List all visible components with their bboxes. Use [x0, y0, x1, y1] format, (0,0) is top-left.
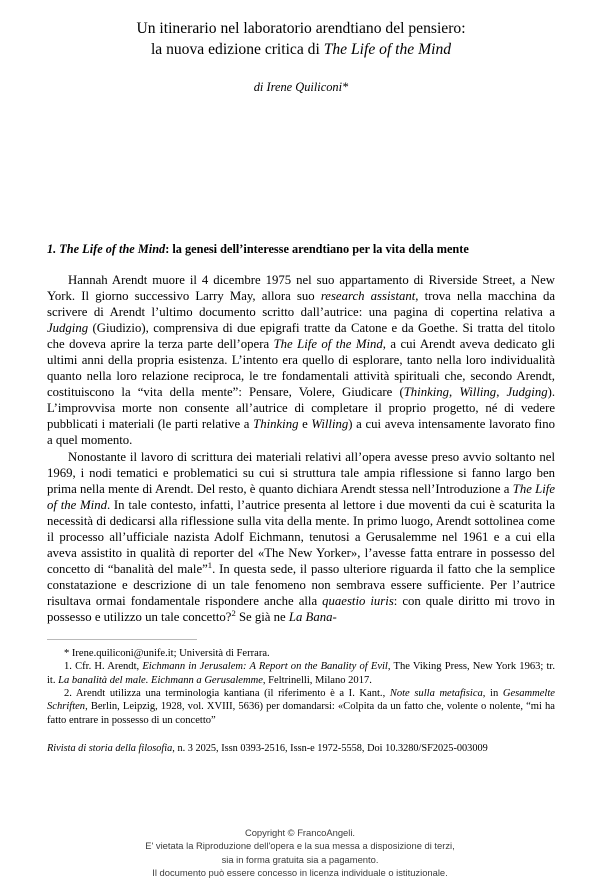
copyright-line-1: Copyright © FrancoAngeli. [244, 827, 356, 838]
section-number: 1. [47, 242, 60, 256]
copyright-footer [0, 826, 600, 880]
article-title-line-2 [47, 39, 555, 60]
journal-citation-line [47, 742, 555, 755]
section-heading [47, 241, 555, 257]
journal-details: , n. 3 2025, Issn 0393-2516, Issn-e 1972-5558, Doi 10.3280/SF2025-003009 [172, 742, 488, 754]
body-text [47, 272, 555, 625]
footnote-2: 2. Arendt utilizza una terminologia kantiana (il riferimento è a I. Kant., Note sulla metafisica, in Gesammelte Schriften, Berlin, Leipzig, 1928, vol. XVIII, 5636) per domandarsi: «Colpita da un fatto che, volente o nolente, “mi ha fatto entrare in possesso di un concetto” [47, 687, 555, 726]
article-title-line-1: Un itinerario nel laboratorio arendtiano del pensiero: [136, 20, 466, 37]
section-heading-rest: : la genesi dell’interesse arendtiano per la vita della mente [165, 242, 469, 256]
footnote-star: * Irene.quiliconi@unife.it; Università di Ferrara. [64, 648, 270, 660]
article-title-line-2-prefix: la nuova edizione critica di [150, 41, 324, 58]
copyright-line-4: Il documento può essere concesso in licenza individuale o istituzionale. [152, 867, 448, 879]
article-title-work: The Life of the Mind [323, 41, 452, 58]
journal-title: Rivista di storia della filosofia [47, 742, 173, 754]
paragraph: Nonostante il lavoro di scrittura dei materiali relativi all’opera avesse preso avvio soltanto nel 1969, i nodi tematici e problematici su cui si struttura tale ampia riflessione si fanno largo ben prima nella mente di Arendt. Del resto, è quanto dichiara Arendt stessa nell’Introduzione a The Life of the Mind. In tale contesto, infatti, l’autrice presenta al lettore i due moventi da cui è scaturita la necessità di dedicarsi alla riflessione sulla vita della mente. In primo luogo, Arendt sottolinea come il processo all’ufficiale nazista Adolf Eichmann, tenutosi a Gerusalemme nel 1961 e a cui ella aveva assistito in qualità di reporter del «The New Yorker», l’avesse fatta entrare in possesso del concetto di “banalità del male”$^1$. In questa sede, il passo ulteriore riguarda il fatto che la semplice constatazione e descrizione di un tale fenomeno non sembrava essere sufficiente. Per l’autrice risultava ormai fondamentale rispondere anche alla quaestio iuris: con quale diritto mi trovo in possesso e utilizzo un tale concetto?$^2$ Se già ne La Bana- [47, 449, 555, 624]
copyright-line-2: E' vietata la Riproduzione dell'opera e la sua messa a disposizione di terzi, [145, 840, 455, 852]
article-title-block [47, 0, 555, 95]
section-heading-work: The Life of the Mind [59, 242, 166, 256]
article-byline: di Irene Quiliconi* [253, 80, 349, 94]
footnote-1: 1. Cfr. H. Arendt, Eichmann in Jerusalem: A Report on the Banality of Evil, The Viking Press, New York 1963; tr. it. La banalità del male. Eichmann a Gerusalemme, Feltrinelli, Milano 2017. [47, 661, 555, 686]
copyright-line-3: sia in forma gratuita sia a pagamento. [221, 853, 379, 865]
footnotes-block [47, 647, 555, 727]
page-content-column [47, 0, 555, 755]
footnote-separator-rule [47, 639, 197, 640]
paragraph: Hannah Arendt muore il 4 dicembre 1975 nel suo appartamento di Riverside Street, a New York. Il giorno successivo Larry May, allora suo research assistant, trova nella macchina da scrivere di Arendt l’ultimo documento scritto dall’autrice: una pagina di copertina relativa a Judging (Giudizio), comprensiva di due epigrafi tratte da Catone e da Goethe. Si tratta del titolo che doveva aprire la terza parte dell’opera The Life of the Mind, a cui Arendt aveva dedicato gli ultimi anni della propria esistenza. L’intento era quello di esplorare, tanto nella loro individualità quanto nella loro relazione reciproca, le tre fondamentali attività spirituali che, secondo Arendt, costituiscono la “vita della mente”: Pensare, Volere, Giudicare (Thinking, Willing, Judging). L’improvvisa morte non consente all’autrice di completare il proprio progetto, né di vedere pubblicati i materiali (le parti relative a Thinking e Willing) a cui aveva intensamente lavorato fino a quel momento. [47, 273, 556, 448]
